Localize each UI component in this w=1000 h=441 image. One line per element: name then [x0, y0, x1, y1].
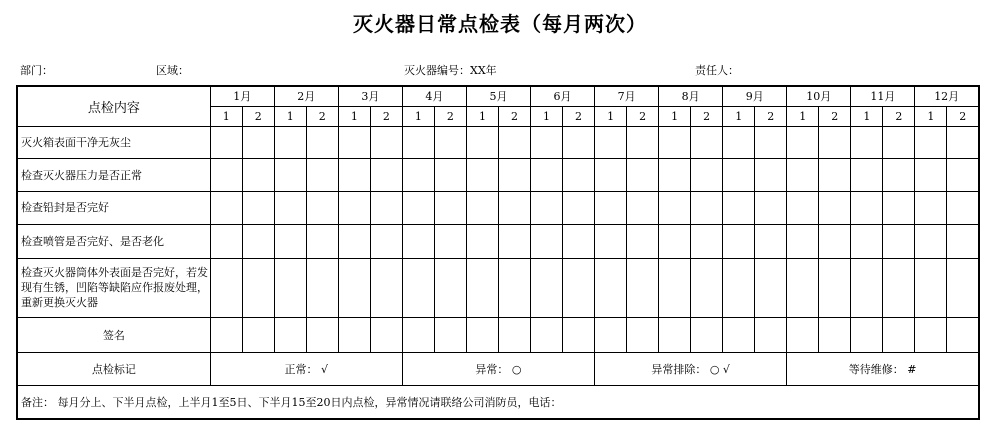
check-cell[interactable]	[306, 258, 338, 317]
remarks-text: 备注： 每月分上、下半月点检，上半月1至5日、下半月15至20日内点检，异常情况请联络公司消防员，电话：	[17, 385, 979, 419]
month-header: 3月	[338, 86, 402, 106]
check-cell[interactable]	[498, 159, 530, 192]
check-cell[interactable]	[370, 159, 402, 192]
check-cell[interactable]	[915, 192, 947, 225]
check-cell[interactable]	[370, 258, 402, 317]
check-cell[interactable]	[210, 159, 242, 192]
month-header: 8月	[659, 86, 723, 106]
check-cell[interactable]	[466, 192, 498, 225]
check-cell[interactable]	[851, 192, 883, 225]
check-cell[interactable]	[883, 192, 915, 225]
check-cell[interactable]	[659, 224, 691, 258]
month-header-row	[17, 86, 979, 106]
check-cell[interactable]	[627, 258, 659, 317]
check-cell[interactable]	[531, 192, 563, 225]
check-cell[interactable]	[787, 224, 819, 258]
signature-cell[interactable]	[338, 318, 370, 353]
inspection-table	[16, 85, 980, 420]
half-month-number: 1	[659, 106, 691, 126]
check-cell[interactable]	[819, 159, 851, 192]
check-cell[interactable]	[434, 159, 466, 192]
check-cell[interactable]	[755, 192, 787, 225]
check-cell[interactable]	[338, 127, 370, 159]
check-cell[interactable]	[691, 192, 723, 225]
signature-cell[interactable]	[755, 318, 787, 353]
check-cell[interactable]	[498, 224, 530, 258]
check-cell[interactable]	[210, 224, 242, 258]
check-cell[interactable]	[370, 192, 402, 225]
signature-cell[interactable]	[883, 318, 915, 353]
half-month-number: 2	[563, 106, 595, 126]
check-cell[interactable]	[883, 127, 915, 159]
check-cell[interactable]	[787, 127, 819, 159]
check-cell[interactable]	[306, 127, 338, 159]
check-cell[interactable]	[595, 192, 627, 225]
check-cell[interactable]	[691, 224, 723, 258]
half-month-number: 2	[434, 106, 466, 126]
item-column-header: 点检内容	[17, 86, 210, 127]
half-month-number: 1	[274, 106, 306, 126]
signature-cell[interactable]	[402, 318, 434, 353]
check-cell[interactable]	[210, 258, 242, 317]
department-label: 部门：	[20, 64, 53, 77]
table-row	[17, 224, 979, 258]
signature-cell[interactable]	[242, 318, 274, 353]
month-header: 10月	[787, 86, 851, 106]
check-cell[interactable]	[595, 224, 627, 258]
check-cell[interactable]	[883, 159, 915, 192]
check-cell[interactable]	[466, 127, 498, 159]
half-month-number: 1	[210, 106, 242, 126]
check-cell[interactable]	[723, 224, 755, 258]
check-cell[interactable]	[563, 224, 595, 258]
check-cell[interactable]	[338, 192, 370, 225]
check-cell[interactable]	[242, 127, 274, 159]
legend-abnormal: 异常： ○	[402, 352, 594, 385]
check-cell[interactable]	[274, 127, 306, 159]
check-cell[interactable]	[723, 258, 755, 317]
inspection-item: 检查铅封是否完好	[17, 192, 210, 225]
half-month-number: 1	[466, 106, 498, 126]
check-cell[interactable]	[434, 127, 466, 159]
responsible-person-label: 责任人：	[695, 64, 739, 77]
check-cell[interactable]	[306, 159, 338, 192]
check-cell[interactable]	[402, 127, 434, 159]
signature-cell[interactable]	[498, 318, 530, 353]
check-cell[interactable]	[595, 127, 627, 159]
check-cell[interactable]	[466, 258, 498, 317]
inspection-mark-label: 点检标记	[17, 352, 210, 385]
check-cell[interactable]	[466, 224, 498, 258]
half-month-number: 1	[338, 106, 370, 126]
legend-abnormal-cleared: 异常排除： ○ √	[595, 352, 787, 385]
month-header: 7月	[595, 86, 659, 106]
month-header: 4月	[402, 86, 466, 106]
check-cell[interactable]	[402, 224, 434, 258]
half-month-number: 1	[595, 106, 627, 126]
check-cell[interactable]	[434, 192, 466, 225]
half-month-number: 1	[851, 106, 883, 126]
half-month-number: 1	[915, 106, 947, 126]
check-cell[interactable]	[819, 224, 851, 258]
check-cell[interactable]	[947, 224, 979, 258]
signature-cell[interactable]	[274, 318, 306, 353]
legend-awaiting-repair: 等待维修： #	[787, 352, 979, 385]
check-cell[interactable]	[242, 192, 274, 225]
check-cell[interactable]	[755, 127, 787, 159]
check-cell[interactable]	[659, 258, 691, 317]
check-cell[interactable]	[466, 159, 498, 192]
month-header: 12月	[915, 86, 979, 106]
remarks-row	[17, 385, 979, 419]
check-cell[interactable]	[338, 224, 370, 258]
half-month-number: 2	[755, 106, 787, 126]
check-cell[interactable]	[402, 258, 434, 317]
check-cell[interactable]	[947, 127, 979, 159]
check-cell[interactable]	[434, 224, 466, 258]
table-row	[17, 127, 979, 159]
check-cell[interactable]	[370, 127, 402, 159]
check-cell[interactable]	[627, 127, 659, 159]
signature-cell[interactable]	[595, 318, 627, 353]
check-cell[interactable]	[274, 224, 306, 258]
signature-cell[interactable]	[370, 318, 402, 353]
check-cell[interactable]	[819, 127, 851, 159]
half-month-number: 1	[531, 106, 563, 126]
check-cell[interactable]	[627, 192, 659, 225]
check-cell[interactable]	[370, 224, 402, 258]
check-cell[interactable]	[947, 192, 979, 225]
month-header: 2月	[274, 86, 338, 106]
half-month-number: 2	[370, 106, 402, 126]
check-cell[interactable]	[531, 224, 563, 258]
signature-cell[interactable]	[563, 318, 595, 353]
check-cell[interactable]	[851, 127, 883, 159]
check-cell[interactable]	[659, 159, 691, 192]
signature-cell[interactable]	[691, 318, 723, 353]
check-cell[interactable]	[402, 159, 434, 192]
check-cell[interactable]	[242, 224, 274, 258]
check-cell[interactable]	[531, 258, 563, 317]
legend-row	[17, 352, 979, 385]
check-cell[interactable]	[498, 192, 530, 225]
check-cell[interactable]	[723, 192, 755, 225]
month-header: 9月	[723, 86, 787, 106]
signature-cell[interactable]	[659, 318, 691, 353]
check-cell[interactable]	[563, 258, 595, 317]
area-label: 区域：	[156, 64, 189, 77]
inspection-item: 检查灭火器筒体外表面是否完好，若发现有生锈，凹陷等缺陷应作报废处理，重新更换灭火器	[17, 258, 210, 317]
month-header: 5月	[466, 86, 530, 106]
check-cell[interactable]	[915, 224, 947, 258]
half-month-number: 1	[787, 106, 819, 126]
check-cell[interactable]	[434, 258, 466, 317]
signature-cell[interactable]	[434, 318, 466, 353]
check-cell[interactable]	[659, 192, 691, 225]
check-cell[interactable]	[883, 258, 915, 317]
check-cell[interactable]	[274, 192, 306, 225]
check-cell[interactable]	[210, 192, 242, 225]
signature-cell[interactable]	[851, 318, 883, 353]
check-cell[interactable]	[787, 192, 819, 225]
check-cell[interactable]	[691, 159, 723, 192]
signature-cell[interactable]	[947, 318, 979, 353]
inspection-item: 检查灭火器压力是否正常	[17, 159, 210, 192]
check-cell[interactable]	[563, 127, 595, 159]
check-cell[interactable]	[915, 258, 947, 317]
table-row	[17, 159, 979, 192]
check-cell[interactable]	[627, 159, 659, 192]
half-month-number: 2	[819, 106, 851, 126]
check-cell[interactable]	[787, 258, 819, 317]
check-cell[interactable]	[947, 258, 979, 317]
half-month-number: 1	[402, 106, 434, 126]
inspection-item: 灭火箱表面干净无灰尘	[17, 127, 210, 159]
check-cell[interactable]	[210, 127, 242, 159]
check-cell[interactable]	[723, 159, 755, 192]
half-month-number: 2	[242, 106, 274, 126]
check-cell[interactable]	[402, 192, 434, 225]
check-cell[interactable]	[851, 159, 883, 192]
check-cell[interactable]	[338, 258, 370, 317]
half-month-number: 2	[306, 106, 338, 126]
half-month-number: 2	[691, 106, 723, 126]
check-cell[interactable]	[883, 224, 915, 258]
month-header: 1月	[210, 86, 274, 106]
check-cell[interactable]	[498, 258, 530, 317]
check-cell[interactable]	[242, 258, 274, 317]
signature-cell[interactable]	[210, 318, 242, 353]
month-header: 11月	[851, 86, 915, 106]
check-cell[interactable]	[627, 224, 659, 258]
check-cell[interactable]	[595, 159, 627, 192]
signature-label: 签名	[17, 318, 210, 353]
check-cell[interactable]	[787, 159, 819, 192]
half-month-number: 2	[498, 106, 530, 126]
signature-cell[interactable]	[627, 318, 659, 353]
check-cell[interactable]	[531, 127, 563, 159]
check-cell[interactable]	[851, 258, 883, 317]
check-cell[interactable]	[531, 159, 563, 192]
half-month-number: 2	[627, 106, 659, 126]
signature-cell[interactable]	[787, 318, 819, 353]
check-cell[interactable]	[242, 159, 274, 192]
check-cell[interactable]	[306, 192, 338, 225]
check-cell[interactable]	[691, 258, 723, 317]
check-cell[interactable]	[947, 159, 979, 192]
table-row	[17, 258, 979, 317]
check-cell[interactable]	[915, 159, 947, 192]
signature-cell[interactable]	[531, 318, 563, 353]
check-cell[interactable]	[338, 159, 370, 192]
signature-cell[interactable]	[819, 318, 851, 353]
check-cell[interactable]	[274, 159, 306, 192]
signature-cell[interactable]	[915, 318, 947, 353]
extinguisher-number-label: 灭火器编号：XX年	[404, 64, 497, 77]
check-cell[interactable]	[595, 258, 627, 317]
page-title: 灭火器日常点检表（每月两次）	[353, 12, 647, 36]
half-month-number: 1	[723, 106, 755, 126]
check-cell[interactable]	[755, 258, 787, 317]
month-header: 6月	[531, 86, 595, 106]
check-cell[interactable]	[915, 127, 947, 159]
check-cell[interactable]	[563, 192, 595, 225]
check-cell[interactable]	[723, 127, 755, 159]
signature-cell[interactable]	[723, 318, 755, 353]
half-month-number: 2	[947, 106, 979, 126]
signature-cell[interactable]	[306, 318, 338, 353]
signature-row	[17, 318, 979, 353]
check-cell[interactable]	[563, 159, 595, 192]
check-cell[interactable]	[306, 224, 338, 258]
legend-normal: 正常： √	[210, 352, 402, 385]
table-row	[17, 192, 979, 225]
half-month-number: 2	[883, 106, 915, 126]
check-cell[interactable]	[819, 258, 851, 317]
inspection-item: 检查喷管是否完好、是否老化	[17, 224, 210, 258]
check-cell[interactable]	[819, 192, 851, 225]
check-cell[interactable]	[755, 224, 787, 258]
signature-cell[interactable]	[466, 318, 498, 353]
check-cell[interactable]	[691, 127, 723, 159]
check-cell[interactable]	[851, 224, 883, 258]
check-cell[interactable]	[755, 159, 787, 192]
check-cell[interactable]	[659, 127, 691, 159]
check-cell[interactable]	[274, 258, 306, 317]
check-cell[interactable]	[498, 127, 530, 159]
